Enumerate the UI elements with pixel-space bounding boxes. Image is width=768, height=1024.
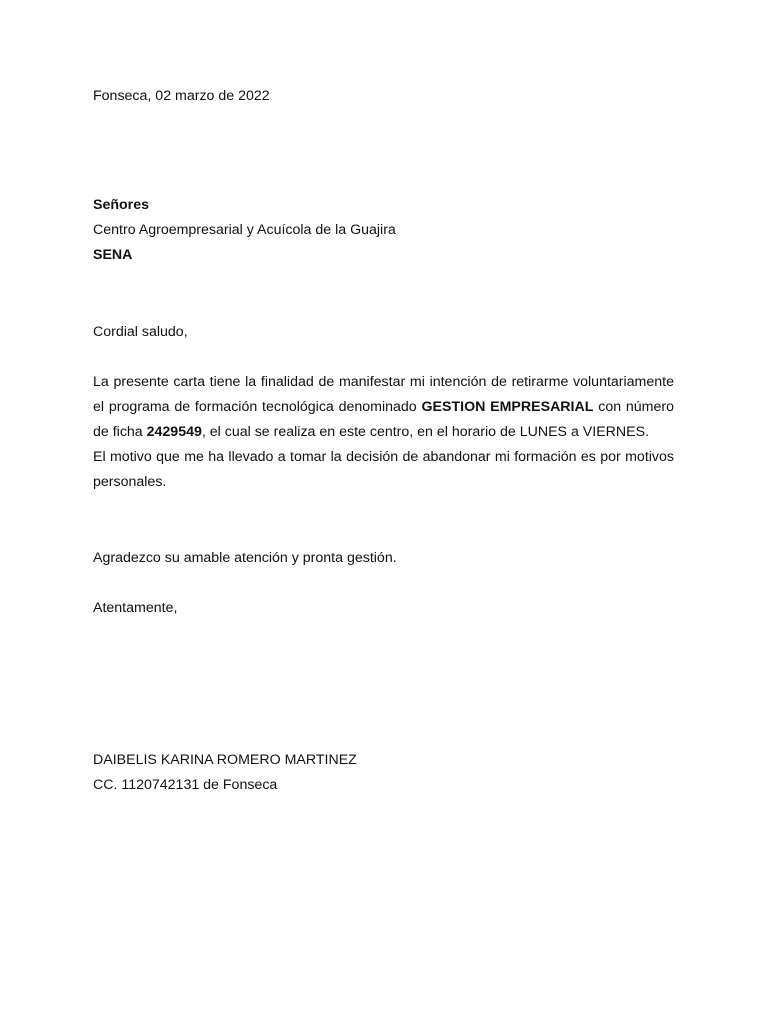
body-text: con número de ficha: [93, 399, 674, 440]
body-text: La presente carta tiene la finalidad de manifestar mi intención de retirarme voluntariamente el programa de formación tecnológica denominado: [93, 374, 674, 415]
recipient-title: Señores: [93, 197, 149, 213]
date-line: Fonseca, 02 marzo de 2022: [93, 88, 270, 104]
ficha-number: 2429549: [146, 424, 202, 440]
closing-line: Atentamente,: [93, 600, 178, 616]
letter-body: [93, 370, 674, 495]
body-paragraph-1: [93, 370, 674, 445]
signer-name: DAIBELIS KARINA ROMERO MARTINEZ: [93, 752, 357, 768]
recipient-institution: Centro Agroempresarial y Acuícola de la Guajira: [93, 222, 396, 238]
body-text: , el cual se realiza en este centro, en el horario de LUNES a VIERNES.: [201, 424, 650, 440]
body-paragraph-2: El motivo que me ha llevado a tomar la decisión de abandonar mi formación es por motivos personales.: [93, 449, 674, 490]
recipient-organization: SENA: [93, 247, 133, 263]
signer-id: CC. 1120742131 de Fonseca: [93, 777, 278, 793]
thanks-line: Agradezco su amable atención y pronta gestión.: [93, 550, 397, 566]
greeting: Cordial saludo,: [93, 324, 188, 340]
program-name: GESTION EMPRESARIAL: [421, 399, 594, 415]
